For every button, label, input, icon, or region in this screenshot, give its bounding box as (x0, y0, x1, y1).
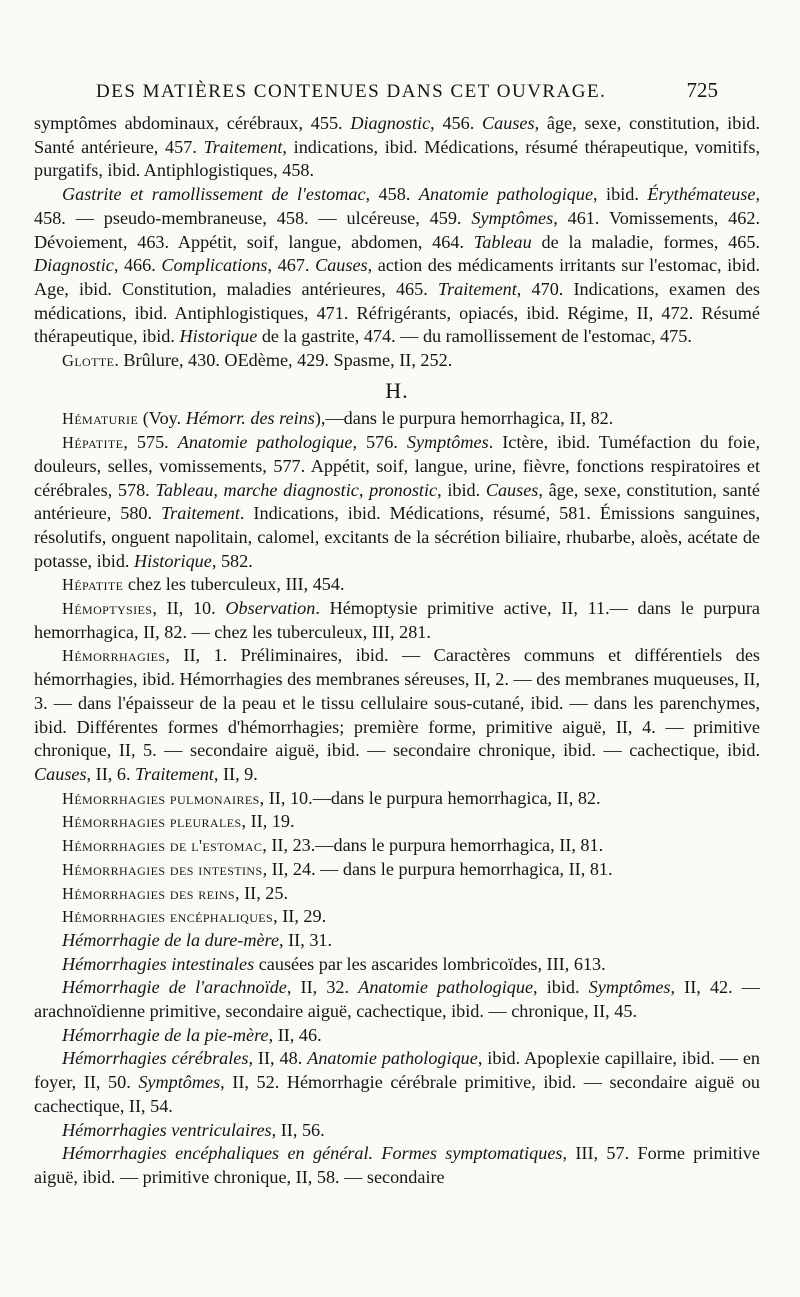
index-entry: Hémorrhagies encéphaliques, II, 29. (62, 906, 327, 927)
page-number: 725 (686, 78, 718, 102)
index-entry: Hémoptysies, II, 10. Observation. Hémoptysie primitive active, II, 11.— dans le purpura hemorrhagica, II, 82. — chez les tuberculeux, III, 281. (34, 598, 760, 642)
running-header-title: DES MATIÈRES CONTENUES DANS CET OUVRAGE. (96, 81, 607, 102)
section-heading: H. (385, 377, 409, 403)
index-entry: Hémorrhagies pulmonaires, II, 10.—dans le purpura hemorrhagica, II, 82. (62, 787, 601, 808)
index-entry: Hématurie (Voy. Hémorr. des reins),—dans le purpura hemorrhagica, II, 82. (62, 408, 614, 429)
index-entry: Hépatite chez les tuberculeux, III, 454. (62, 574, 345, 595)
index-entry: Hémorrhagies intestinales causées par les ascarides lombricoïdes, III, 613. (62, 953, 606, 974)
index-entry: Hémorrhagies pleurales, II, 19. (62, 811, 295, 832)
index-text (34, 112, 760, 1190)
index-entry: Gastrite et ramollissement de l'estomac, 458. Anatomie pathologique, ibid. Érythémateuse, 458. — pseudo-membraneuse, 458. — ulcéreuse, 459. Symptômes, 461. Vomissements, 462. Dévoiement, 463. Appétit, soif, langue, abdomen, 464. Tableau de la maladie, formes, 465. Diagnostic, 466. Complications, 467. Causes, action des médicaments irritants sur l'estomac, ibid. Age, ibid. Constitution, maladies antérieures, 465. Traitement, 470. Indications, examen des médications, ibid. Antiphlogistiques, 471. Réfrigérants, opiacés, ibid. Régime, II, 472. Résumé thérapeutique, ibid. Historique de la gastrite, 474. — du ramollissement de l'estomac, 475. (34, 184, 761, 347)
index-entry: Hémorrhagies encéphaliques en général. Formes symptomatiques, III, 57. Forme primitive aiguë, ibid. — primitive chronique, II, 58. — secondaire (34, 1143, 760, 1187)
index-entry: Hémorrhagies, II, 1. Préliminaires, ibid. — Caractères communs et différentiels des hémorrhagies, ibid. Hémorrhagies des membranes séreuses, II, 2. — des membranes muqueuses, II, 3. — dans l'épaisseur de la peau et le tissu cellulaire sous-cutané, ibid. — dans les parenchymes, ibid. Différentes formes d'hémorrhagies; première forme, primitive aiguë, II, 4. — primitive chronique, II, 5. — secondaire aiguë, ibid. — secondaire chronique, ibid. — cachectique, ibid. Causes, II, 6. Traitement, II, 9. (34, 645, 760, 784)
index-entry: Hémorrhagies de l'estomac, II, 23.—dans le purpura hemorrhagica, II, 81. (62, 835, 604, 856)
index-entry: Hémorrhagies cérébrales, II, 48. Anatomie pathologique, ibid. Apoplexie capillaire, ibid. — en foyer, II, 50. Symptômes, II, 52. Hémorrhagie cérébrale primitive, ibid. — secondaire aiguë ou cachectique, II, 54. (34, 1048, 761, 1116)
index-entry: Hépatite, 575. Anatomie pathologique, 576. Symptômes. Ictère, ibid. Tuméfaction du foie, douleurs, selles, vomissements, 577. Appétit, soif, langue, urine, fièvre, fonctions respiratoires et cérébrales, 578. Tableau, marche diagnostic, pronostic, ibid. Causes, âge, sexe, constitution, santé antérieure, 580. Traitement. Indications, ibid. Médications, résumé, 581. Émissions sanguines, résolutifs, onguent napolitain, calomel, excitants de la sécrétion biliaire, rhubarbe, aloès, acétate de potasse, ibid. Historique, 582. (34, 432, 761, 571)
index-entry: Hémorrhagies des reins, II, 25. (62, 882, 289, 903)
index-entry: Glotte. Brûlure, 430. OEdème, 429. Spasme, II, 252. (62, 350, 453, 371)
index-entry: Hémorrhagies des intestins, II, 24. — dans le purpura hemorrhagica, II, 81. (62, 858, 613, 879)
index-entry: Hémorrhagie de l'arachnoïde, II, 32. Anatomie pathologique, ibid. Symptômes, II, 42. — arachnoïdienne primitive, secondaire aiguë, cachectique, ibid. — chronique, II, 45. (34, 977, 760, 1022)
running-header (96, 78, 718, 108)
index-entry: Hémorrhagies ventriculaires, II, 56. (62, 1119, 325, 1140)
index-entry: Hémorrhagie de la pie-mère, II, 46. (62, 1024, 322, 1045)
index-entry: Hémorrhagie de la dure-mère, II, 31. (62, 929, 333, 950)
index-entry: symptômes abdominaux, cérébraux, 455. Diagnostic, 456. Causes, âge, sexe, constitution, ibid. Santé antérieure, 457. Traitement, indications, ibid. Médications, résumé thérapeutique, vomitifs, purgatifs, ibid. Antiphlogistiques, 458. (34, 113, 761, 181)
